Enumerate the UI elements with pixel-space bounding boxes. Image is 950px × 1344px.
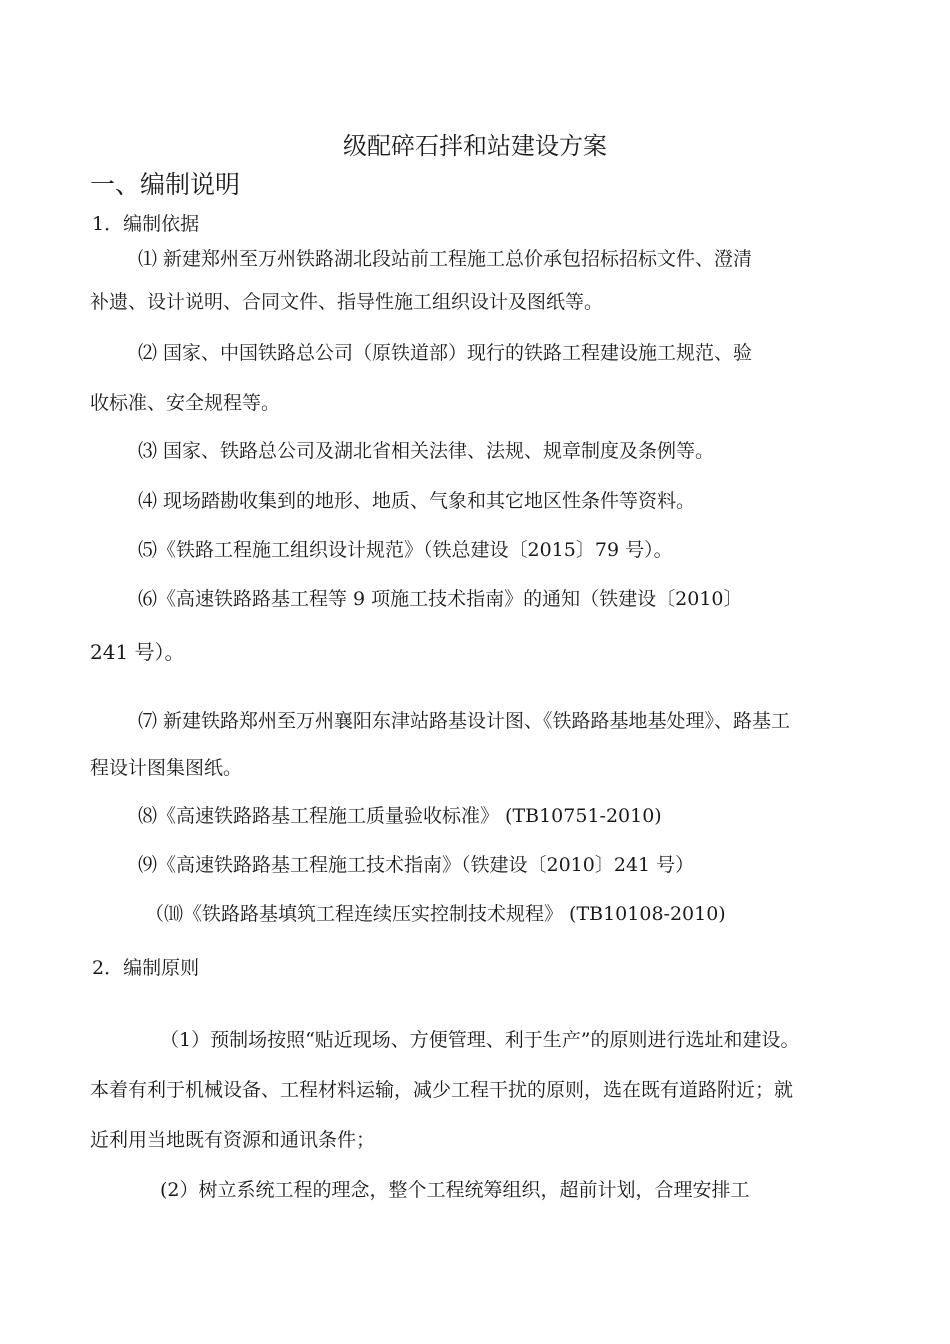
subsection-heading-basis: 1．编制依据 [92, 213, 200, 235]
basis-item-2-line2: 收标准、安全规程等。 [90, 392, 281, 414]
basis-item-2-line1: ⑵ 国家、中国铁路总公司（原铁道部）现行的铁路工程建设施工规范、验 [138, 342, 753, 364]
basis-item-7-line1: ⑺ 新建铁路郑州至万州襄阳东津站路基设计图、《铁路路基地基处理》、路基工 [138, 710, 791, 732]
principle-item-1-line1: （1）预制场按照“贴近现场、方便管理、利于生产”的原则进行选址和建设。 [160, 1029, 800, 1051]
basis-item-10: （⑽《铁路路基填筑工程连续压实控制技术规程》 (TB10108-2010) [145, 903, 726, 925]
basis-item-3: ⑶ 国家、铁路总公司及湖北省相关法律、法规、规章制度及条例等。 [138, 440, 715, 462]
basis-item-4: ⑷ 现场踏勘收集到的地形、地质、气象和其它地区性条件等资料。 [138, 490, 696, 512]
basis-item-8: ⑻《高速铁路路基工程施工质量验收标准》 (TB10751-2010) [138, 805, 662, 827]
principle-item-1-line2: 本着有利于机械设备、工程材料运输，减少工程干扰的原则，选在既有道路附近；就 [90, 1079, 794, 1101]
principle-item-2-line1: (2）树立系统工程的理念，整个工程统筹组织，超前计划，合理安排工 [160, 1179, 750, 1201]
principle-item-1-line3: 近利用当地既有资源和通讯条件； [90, 1129, 376, 1151]
basis-item-1-line1: ⑴ 新建郑州至万州铁路湖北段站前工程施工总价承包招标招标文件、澄清 [138, 248, 753, 270]
basis-item-5: ⑸《铁路工程施工组织设计规范》（铁总建设〔2015〕79 号）。 [138, 539, 673, 561]
basis-item-1-line2: 补遗、设计说明、合同文件、指导性施工组织设计及图纸等。 [90, 291, 604, 313]
page-title: 级配碎石拌和站建设方案 [343, 132, 607, 160]
basis-item-7-line2: 程设计图集图纸。 [90, 757, 243, 779]
section-heading: 一、编制说明 [90, 170, 241, 199]
basis-item-9: ⑼《高速铁路路基工程施工技术指南》（铁建设〔2010〕241 号） [138, 854, 695, 876]
subsection-heading-principles: 2．编制原则 [92, 957, 200, 979]
basis-item-6-line1: ⑹《高速铁路路基工程等 9 项施工技术指南》的通知（铁建设〔2010〕 [138, 588, 743, 610]
basis-item-6-line2: 241 号）。 [90, 640, 185, 664]
